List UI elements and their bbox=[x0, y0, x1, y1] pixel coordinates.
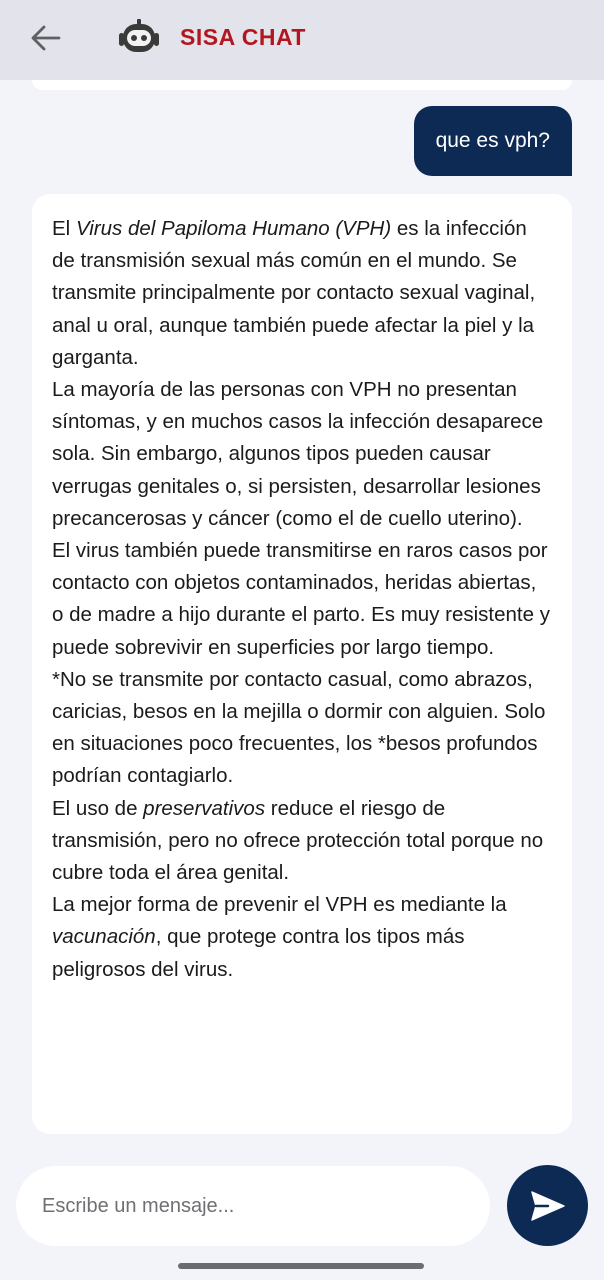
italic-term: vacunación bbox=[52, 925, 156, 949]
bot-paragraph-2: La mayoría de las personas con VPH no presentan síntomas, y en muchos casos la infección desaparece sola. Sin embargo, algunos tipos pueden causar verrugas genitales o, si persisten, desarrollar lesiones precancerosas y cáncer (como el de cuello uterino). bbox=[52, 378, 544, 530]
user-message-bubble bbox=[414, 106, 572, 176]
home-indicator bbox=[178, 1263, 424, 1269]
bot-paragraph-1: El Virus del Papiloma Humano (VPH) es la infección de transmisión sexual más común en el mundo. Se transmite principalmente por contacto sexual vaginal, anal u oral, aunque también puede afectar la piel y la garganta. bbox=[52, 217, 536, 369]
bot-message-bubble bbox=[32, 194, 572, 1134]
previous-message-bubble bbox=[32, 80, 572, 90]
app-title: SISA CHAT bbox=[180, 24, 306, 50]
bot-paragraph-5: El uso de preservativos reduce el riesgo de transmisión, pero no ofrece protección total porque no cubre toda el área genital. bbox=[52, 796, 544, 885]
bot-paragraph-6: La mejor forma de prevenir el VPH es mediante la vacunación, que protege contra los tipos más peligrosos del virus. bbox=[52, 893, 507, 981]
italic-term: preservativos bbox=[143, 796, 266, 820]
robot-icon bbox=[118, 18, 160, 56]
user-message-text: que es vph? bbox=[435, 129, 550, 152]
bot-paragraph-3: El virus también puede transmitirse en raros casos por contacto con objetos contaminados, heridas abiertas, o de madre a hijo durante el parto. Es muy resistente y puede sobrevivir en superficies por largo tiempo. bbox=[52, 539, 550, 659]
send-button[interactable] bbox=[507, 1165, 588, 1246]
send-icon bbox=[530, 1190, 566, 1222]
arrow-left-icon bbox=[31, 25, 61, 51]
italic-term: Virus del Papiloma Humano (VPH) bbox=[75, 217, 392, 240]
message-input-container bbox=[16, 1166, 490, 1246]
message-input[interactable] bbox=[40, 1194, 466, 1219]
back-button[interactable] bbox=[24, 16, 68, 60]
app-header bbox=[0, 0, 604, 80]
bot-paragraph-4: *No se transmite por contacto casual, como abrazos, caricias, besos en la mejilla o dormir con alguien. Solo en situaciones poco frecuentes, los *besos profundos podrían contagiarlo. bbox=[52, 667, 546, 788]
